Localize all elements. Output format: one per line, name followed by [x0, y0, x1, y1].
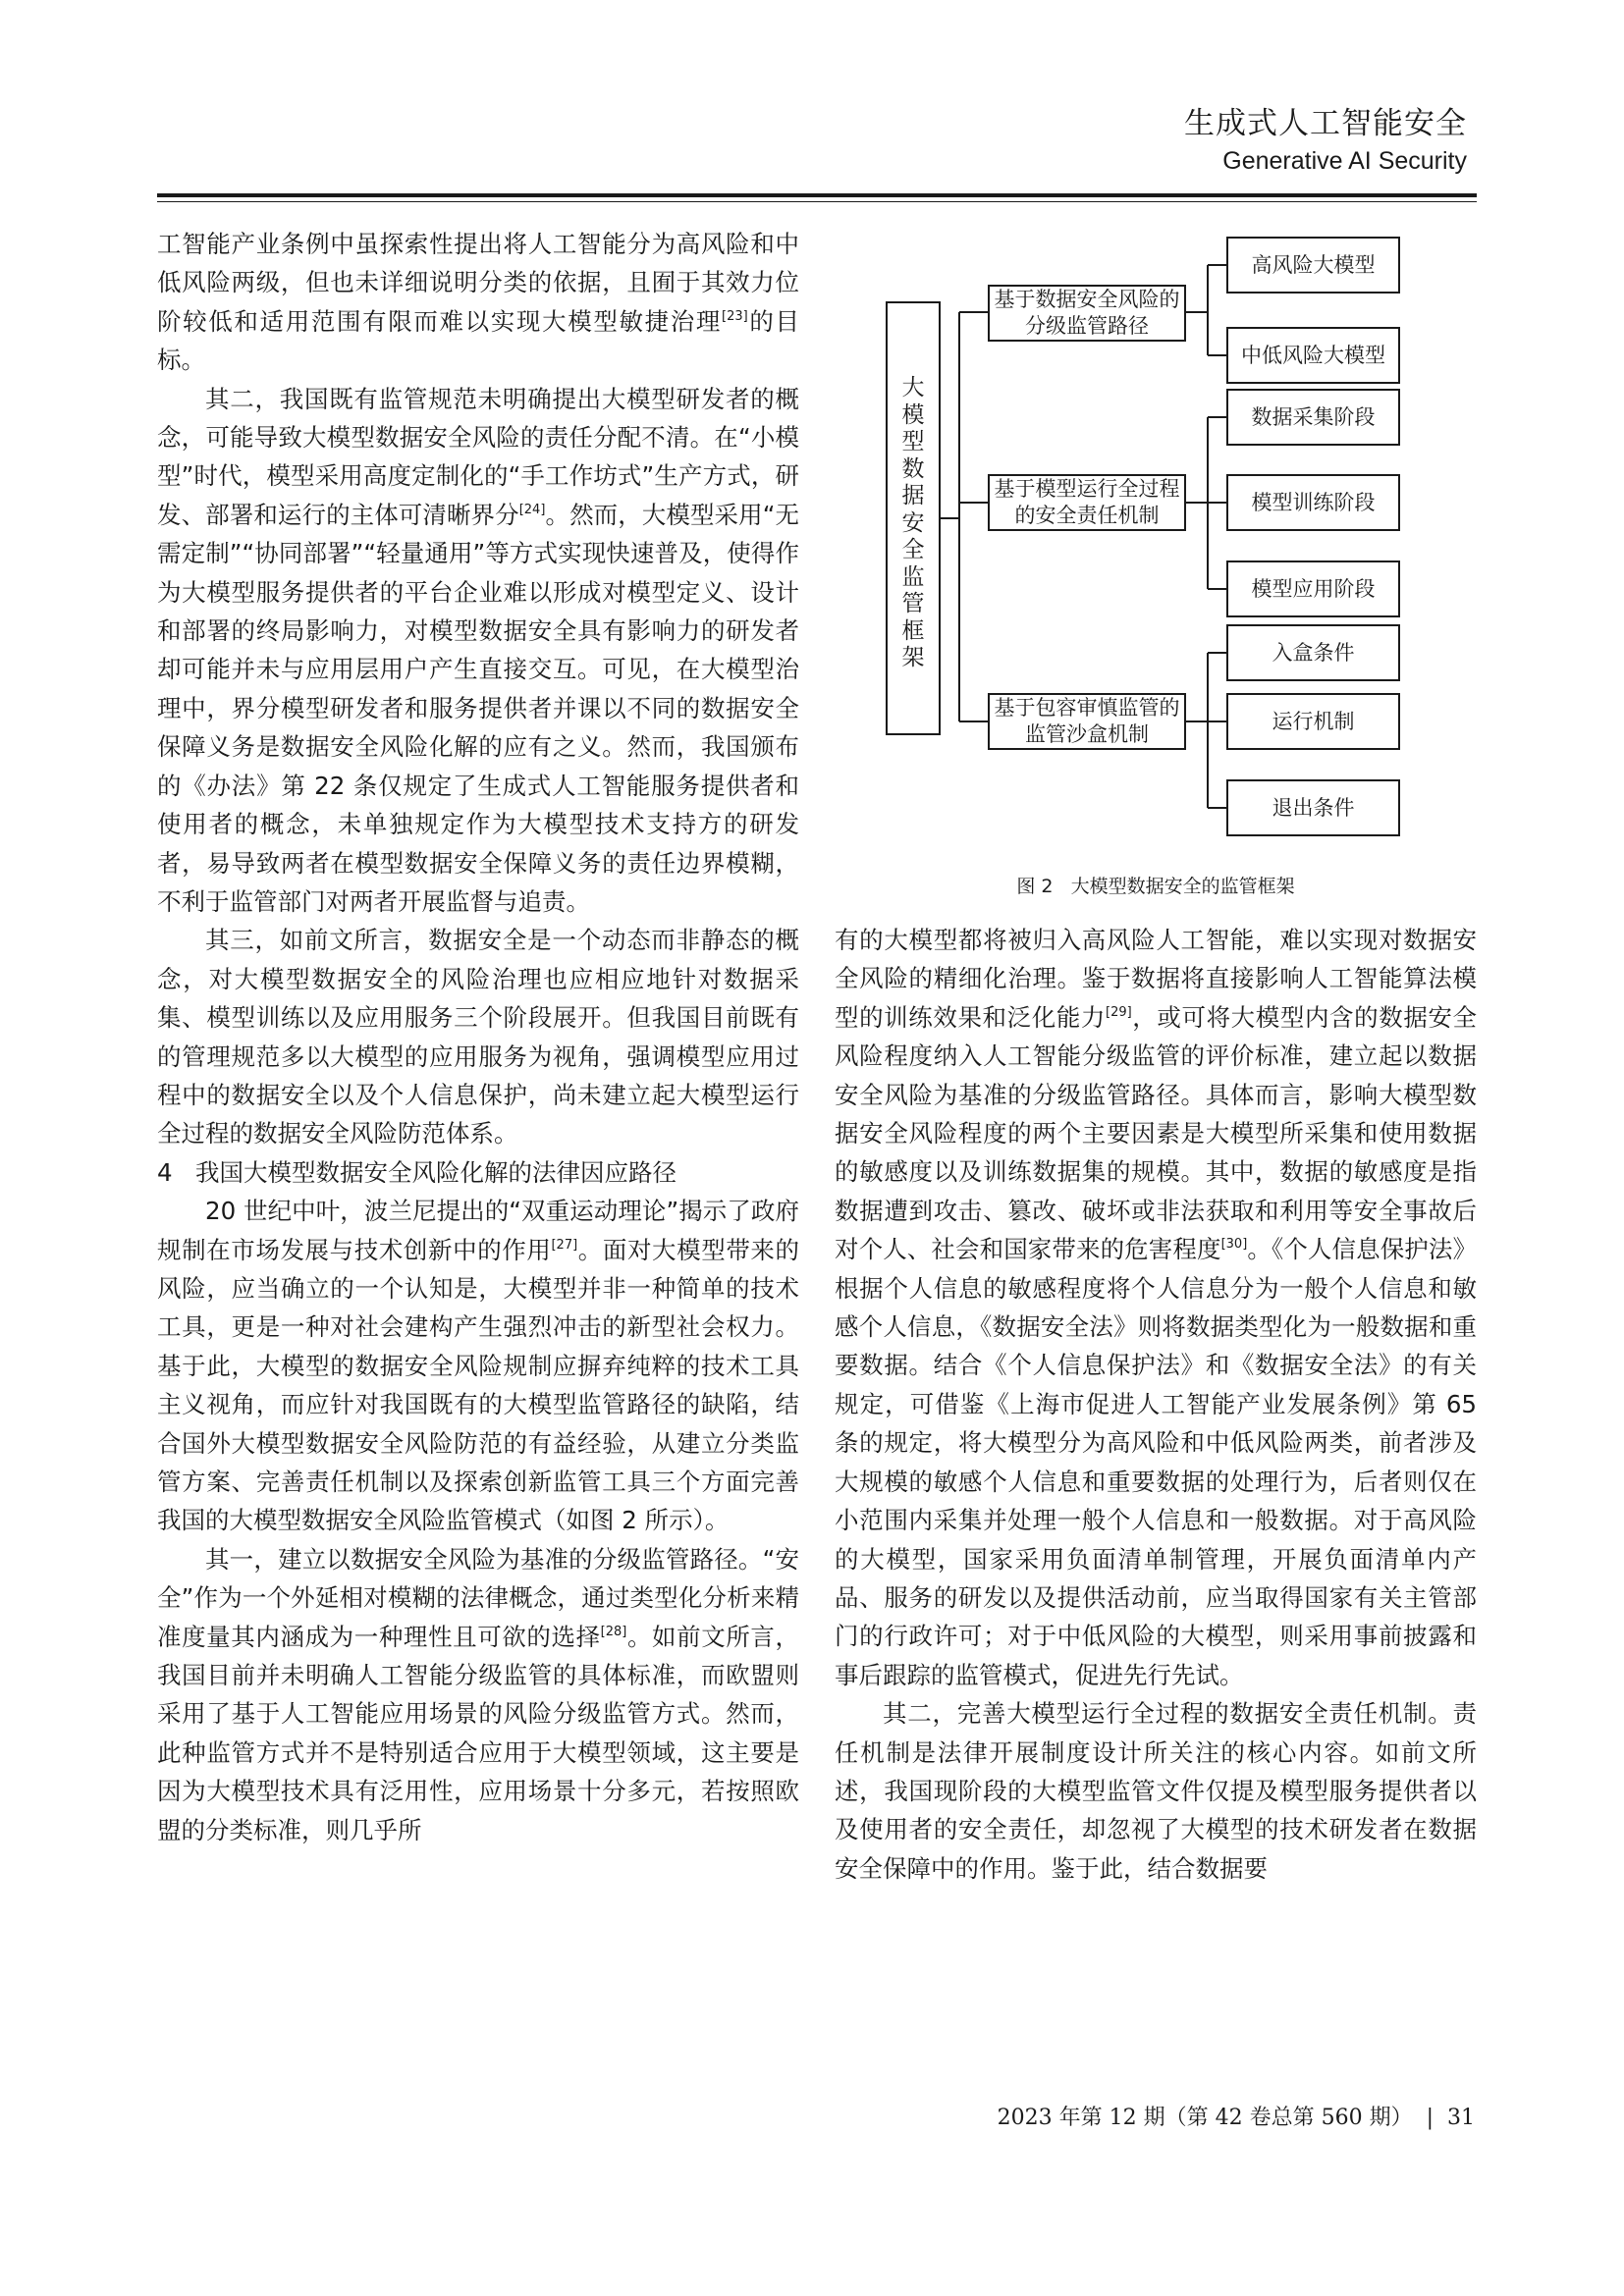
left-column [157, 225, 799, 1849]
issue-info: 2023 年第 12 期（第 42 卷总第 560 期） [997, 2106, 1413, 2130]
citation: [23] [722, 308, 748, 324]
branch-label: 基于包容审慎监管的监管沙盒机制 [994, 696, 1180, 746]
section-number: 4 [157, 1157, 173, 1187]
page-number: 31 [1447, 2106, 1475, 2130]
citation: [27] [551, 1237, 578, 1253]
paragraph-text: 。面对大模型带来的风险，应当确立的一个认知是，大模型并非一种简单的技术工具，更是一种对社会建构产生强烈冲击的新型社会权力。基于此，大模型的数据安全风险规制应摒弃纯粹的技术工具主义视角，而应针对我国既有的大模型监管路径的缺陷，结合国外大模型数据安全风险防范的有益经验，从建立分类监管方案、完善责任机制以及探索创新监管工具三个方面完善我国的大模型数据安全风险监管模式（如图 2 所示）。 [157, 1235, 800, 1535]
paragraph-text: 。然而，大模型采用“无需定制”“协同部署”“轻量通用”等方式实现快速普及，使得作为大模型服务提供者的平台企业难以形成对模型定义、设计和部署的终局影响力，对模型数据安全具有影响力的研发者却可能并未与应用层用户产生直接交互。可见，在大模型治理中，界分模型研发者和服务提供者并课以不同的数据安全保障义务是数据安全风险化解的应有之义。然而，我国颁布的《办法》第 22 条仅规定了生成式人工智能服务提供者和使用者的概念，未单独规定作为大模型技术支持方的研发者，易导致两者在模型数据安全保障义务的责任边界模糊，不利于监管部门对两者开展监督与追责。 [157, 500, 799, 916]
root-label: 大模型数据安全监管框架 [901, 375, 925, 670]
leaf-label: 入盒条件 [1272, 641, 1355, 665]
paragraph-text: ，或可将大模型内含的数据安全风险程度纳入人工智能分级监管的评价标准，建立起以数据安全风险为基准的分级监管路径。具体而言，影响大模型数据安全风险程度的两个主要因素是大模型所采集和使用数据的敏感度以及训练数据集的规模。其中，数据的敏感度是指数据遭到攻击、篡改、破坏或非法获取和利用等安全事故后对个人、社会和国家带来的危害程度 [835, 1002, 1478, 1264]
citation: [28] [600, 1624, 627, 1639]
paragraph-text: 。如前文所言，我国目前并未明确人工智能分级监管的具体标准，而欧盟则采用了基于人工智能应用场景的风险分级监管方式。然而，此种监管方式并不是特别适合应用于大模型领域，这主要是因为大模型技术具有泛用性，应用场景十分多元，若按照欧盟的分类标准，则几乎所 [157, 1622, 800, 1844]
leaf-label: 模型训练阶段 [1251, 491, 1376, 514]
page-footer [998, 2101, 1475, 2131]
leaf-label: 模型应用阶段 [1251, 577, 1376, 601]
journal-title-en: Generative AI Security [1222, 147, 1467, 175]
paragraph-text: 其二，我国既有监管规范未明确提出大模型研发者的概念，可能导致大模型数据安全风险的责任分配不清。在“小模型”时代，模型采用高度定制化的“手工作坊式”生产方式，研发、部署和运行的主体可清晰界分 [157, 384, 799, 529]
footer-separator: | [1426, 2106, 1434, 2130]
paragraph [157, 1192, 799, 1540]
header-rule-thin [157, 201, 1477, 202]
leaf-label: 运行机制 [1272, 710, 1355, 733]
figure-caption [835, 872, 1477, 898]
header-rule-thick [157, 193, 1477, 197]
branch-label: 基于模型运行全过程的安全责任机制 [994, 477, 1180, 527]
paragraph [835, 921, 1477, 1694]
paragraph-text: 其一，建立以数据安全风险为基准的分级监管路径。“安全”作为一个外延相对模糊的法律概念，通过类型化分析来精准度量其内涵成为一种理性且可欲的选择 [157, 1544, 799, 1651]
leaf-label: 退出条件 [1272, 796, 1355, 820]
paragraph-text: 。《个人信息保护法》根据个人信息的敏感程度将个人信息分为一般个人信息和敏感个人信息，《数据安全法》则将数据类型化为一般数据和重要数据。结合《个人信息保护法》和《数据安全法》的有关规定，可借鉴《上海市促进人工智能产业发展条例》第 65 条的规定，将大模型分为高风险和中低风险两类，前者涉及大规模的敏感个人信息和重要数据的处理行为，后者则仅在小范围内采集并处理一般个人信息和一般数据。对于高风险的大模型，国家采用负面清单制管理，开展负面清单内产品、服务的研发以及提供活动前，应当取得国家有关主管部门的行政许可；对于中低风险的大模型，则采用事前披露和事后跟踪的监管模式，促进先行先试。 [835, 1235, 1478, 1689]
paragraph [157, 380, 799, 922]
paragraph-text: 20 世纪中叶，波兰尼提出的“双重运动理论”揭示了政府规制在市场发展与技术创新中的作用 [157, 1197, 799, 1264]
journal-title-cn: 生成式人工智能安全 [1184, 106, 1467, 141]
paragraph-text: 的目标。 [157, 306, 800, 375]
paragraph: 其二，完善大模型运行全过程的数据安全责任机制。责任机制是法律开展制度设计所关注的核心内容。如前文所述，我国现阶段的大模型监管文件仅提及模型服务提供者以及使用者的安全责任，却忽视了大模型的技术研发者在数据安全保障中的作用。鉴于此，结合数据要 [835, 1699, 1477, 1883]
citation: [30] [1220, 1237, 1248, 1253]
paragraph [157, 1540, 799, 1849]
leaf-label: 中低风险大模型 [1241, 344, 1385, 367]
section-title: 我国大模型数据安全风险化解的法律因应路径 [194, 1157, 677, 1187]
figure-caption-text: 大模型数据安全的监管框架 [1070, 876, 1295, 897]
section-heading [157, 1153, 799, 1192]
paragraph-text: 有的大模型都将被归入高风险人工智能，难以实现对数据安全风险的精细化治理。鉴于数据将直接影响人工智能算法模型的训练效果和泛化能力 [835, 926, 1477, 1032]
figure-2-diagram [879, 236, 1468, 854]
citation: [24] [518, 502, 546, 517]
citation: [29] [1106, 1004, 1132, 1020]
paragraph [157, 225, 799, 380]
leaf-label: 高风险大模型 [1251, 253, 1376, 277]
paragraph: 其三，如前文所言，数据安全是一个动态而非静态的概念，对大模型数据安全的风险治理也应相应地针对数据采集、模型训练以及应用服务三个阶段展开。但我国目前既有的管理规范多以大模型的应用服务为视角，强调模型应用过程中的数据安全以及个人信息保护，尚未建立起大模型运行全过程的数据安全风险防范体系。 [157, 926, 799, 1148]
paragraph-text: 工智能产业条例中虽探索性提出将人工智能分为高风险和中低风险两级，但也未详细说明分类的依据，且囿于其效力位阶较低和适用范围有限而难以实现大模型敏捷治理 [157, 230, 799, 336]
figure-number: 图 2 [1016, 876, 1054, 897]
branch-label: 基于数据安全风险的分级监管路径 [994, 288, 1180, 338]
leaf-label: 数据采集阶段 [1251, 405, 1376, 429]
right-column [835, 921, 1477, 1888]
